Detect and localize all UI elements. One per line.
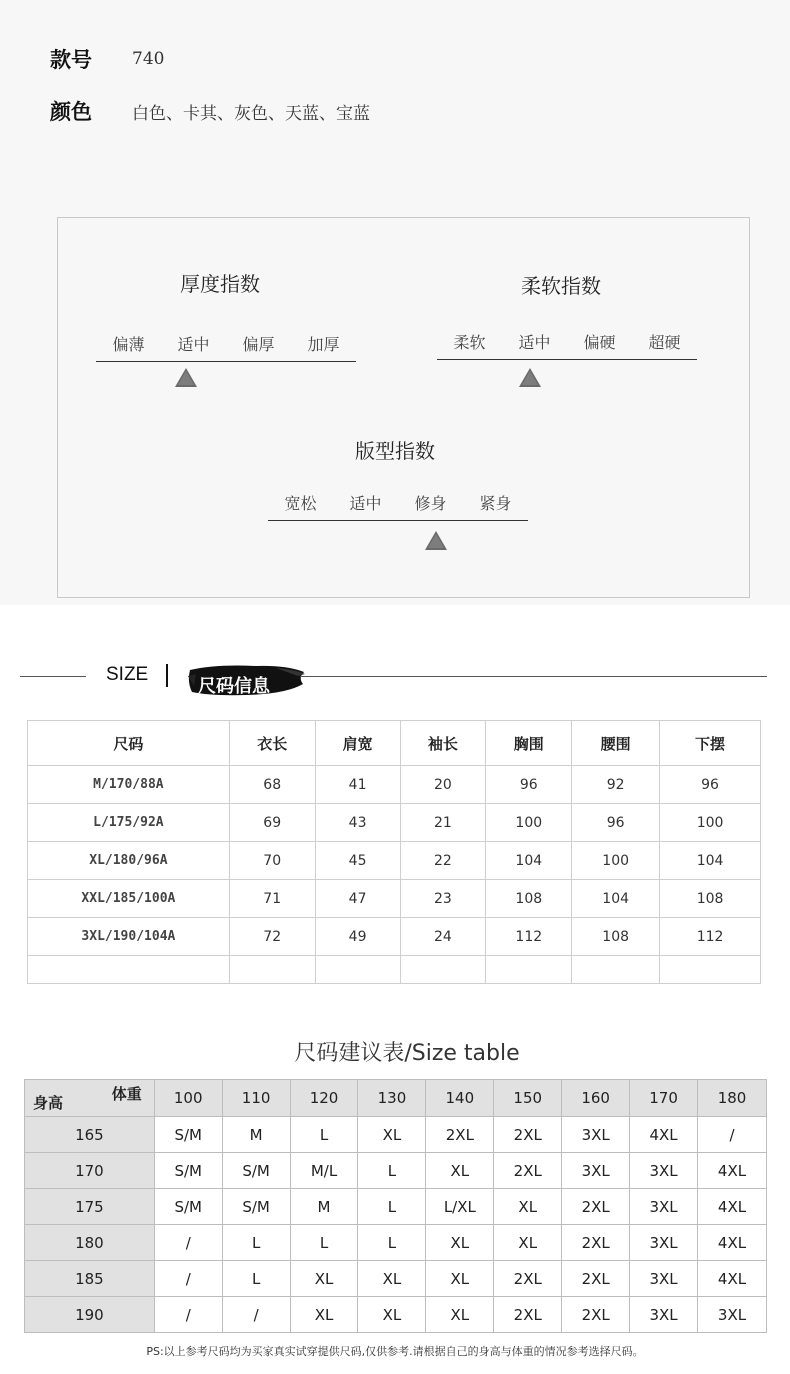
color-row <box>50 96 370 126</box>
table-row <box>28 804 761 842</box>
table-cell: 92 <box>572 766 660 804</box>
table-row <box>25 1225 767 1261</box>
size-cell: 4XL <box>698 1153 767 1189</box>
table-cell: 104 <box>486 842 572 880</box>
size-cell: 4XL <box>698 1261 767 1297</box>
table-cell <box>28 956 230 984</box>
table-header-cell: 衣长 <box>229 721 315 766</box>
table-cell: L/175/92A <box>28 804 230 842</box>
table-cell: 108 <box>572 918 660 956</box>
table-cell: 45 <box>315 842 400 880</box>
size-cell: S/M <box>222 1189 290 1225</box>
size-cell: 4XL <box>698 1189 767 1225</box>
table-header-cell: 袖长 <box>400 721 486 766</box>
weight-header: 160 <box>562 1080 630 1117</box>
size-cell: S/M <box>222 1153 290 1189</box>
table-row <box>25 1297 767 1333</box>
table-cell: 112 <box>486 918 572 956</box>
table-row <box>28 956 761 984</box>
softness-scale <box>437 330 697 360</box>
size-cell: XL <box>426 1225 494 1261</box>
table-cell: 72 <box>229 918 315 956</box>
table-cell: 68 <box>229 766 315 804</box>
thickness-indicator-icon <box>175 368 197 387</box>
table-cell: 96 <box>486 766 572 804</box>
weight-axis-label: 体重 <box>111 1085 142 1103</box>
table-cell: 96 <box>572 804 660 842</box>
size-cell: XL <box>358 1297 426 1333</box>
table-cell: 3XL/190/104A <box>28 918 230 956</box>
size-cell: S/M <box>154 1117 222 1153</box>
table-cell: 108 <box>660 880 761 918</box>
thickness-option: 偏薄 <box>112 335 145 354</box>
height-cell: 190 <box>25 1297 155 1333</box>
table-cell: 23 <box>400 880 486 918</box>
table-cell <box>660 956 761 984</box>
table-header-cell: 尺码 <box>28 721 230 766</box>
size-suggestion-table <box>24 1079 767 1333</box>
size-cell: XL <box>494 1225 562 1261</box>
table-row <box>25 1261 767 1297</box>
size-cell: 3XL <box>698 1297 767 1333</box>
table-cell: 100 <box>486 804 572 842</box>
size-cell: XL <box>358 1261 426 1297</box>
size-cell: 2XL <box>562 1261 630 1297</box>
style-number-value: 740 <box>132 49 165 69</box>
table-cell: XL/180/96A <box>28 842 230 880</box>
table-row <box>25 1189 767 1225</box>
table-cell: XXL/185/100A <box>28 880 230 918</box>
height-cell: 180 <box>25 1225 155 1261</box>
table-cell: 71 <box>229 880 315 918</box>
table-cell <box>572 956 660 984</box>
size-cell: XL <box>290 1261 358 1297</box>
size-cell: S/M <box>154 1153 222 1189</box>
table-cell: 47 <box>315 880 400 918</box>
thickness-scale <box>96 332 356 362</box>
size-cell: 4XL <box>698 1225 767 1261</box>
fit-index-title: 版型指数 <box>355 439 435 463</box>
style-number-row <box>50 44 164 74</box>
softness-option: 偏硬 <box>583 333 616 352</box>
size-table <box>27 720 761 984</box>
size-cell: / <box>154 1225 222 1261</box>
size-cell: 3XL <box>630 1189 698 1225</box>
size-cell: L/XL <box>426 1189 494 1225</box>
table-row <box>25 1153 767 1189</box>
table-cell <box>486 956 572 984</box>
size-cell: L <box>290 1117 358 1153</box>
corner-cell <box>25 1080 155 1117</box>
size-cell: XL <box>426 1261 494 1297</box>
size-cell: XL <box>494 1189 562 1225</box>
table-cell: 100 <box>660 804 761 842</box>
size-table-header <box>28 721 761 766</box>
height-cell: 165 <box>25 1117 155 1153</box>
size-cell: 3XL <box>630 1153 698 1189</box>
table-cell: 104 <box>660 842 761 880</box>
size-cell: XL <box>426 1297 494 1333</box>
product-info-panel <box>0 0 790 605</box>
table-row <box>28 842 761 880</box>
table-cell: 22 <box>400 842 486 880</box>
fit-scale <box>268 491 528 521</box>
size-cell: 4XL <box>630 1117 698 1153</box>
fabric-index-box <box>57 217 750 598</box>
size-cell: L <box>222 1261 290 1297</box>
size-cell: XL <box>426 1153 494 1189</box>
table-header-cell: 腰围 <box>572 721 660 766</box>
color-label: 颜色 <box>50 100 92 124</box>
size-cell: XL <box>358 1117 426 1153</box>
table-header-cell: 肩宽 <box>315 721 400 766</box>
size-cell: S/M <box>154 1189 222 1225</box>
size-cell: 3XL <box>630 1261 698 1297</box>
weight-header: 150 <box>494 1080 562 1117</box>
divider-line <box>300 676 767 677</box>
table-cell <box>229 956 315 984</box>
fit-option: 宽松 <box>284 494 317 513</box>
table-cell: 69 <box>229 804 315 842</box>
softness-index-title: 柔软指数 <box>521 274 601 298</box>
softness-option: 柔软 <box>453 333 486 352</box>
size-cell: L <box>358 1189 426 1225</box>
size-cell: / <box>698 1117 767 1153</box>
size-cell: L <box>358 1153 426 1189</box>
size-cell: 3XL <box>562 1117 630 1153</box>
size-cell: / <box>154 1261 222 1297</box>
table-header-cell: 胸围 <box>486 721 572 766</box>
thickness-option: 加厚 <box>307 335 340 354</box>
table-cell: 49 <box>315 918 400 956</box>
fit-option: 修身 <box>414 494 447 513</box>
table-cell: 24 <box>400 918 486 956</box>
fit-option: 适中 <box>349 494 382 513</box>
size-cell: L <box>290 1225 358 1261</box>
size-heading-word: SIZE <box>106 664 149 685</box>
table-cell <box>400 956 486 984</box>
table-row <box>25 1117 767 1153</box>
size-cell: 2XL <box>494 1297 562 1333</box>
size-cell: L <box>358 1225 426 1261</box>
size-disclaimer-note: PS:以上参考尺码均为买家真实试穿提供尺码,仅供参考.请根据自己的身高与体重的情况参考选择尺码。 <box>146 1345 644 1358</box>
size-heading-cn: 尺码信息 <box>198 676 270 697</box>
table-cell: M/170/88A <box>28 766 230 804</box>
table-cell: 108 <box>486 880 572 918</box>
thickness-index-title: 厚度指数 <box>180 272 260 296</box>
size-cell: 3XL <box>630 1225 698 1261</box>
table-cell: 43 <box>315 804 400 842</box>
fit-indicator-icon <box>425 531 447 550</box>
height-cell: 185 <box>25 1261 155 1297</box>
weight-header: 120 <box>290 1080 358 1117</box>
height-cell: 170 <box>25 1153 155 1189</box>
table-row <box>28 880 761 918</box>
height-axis-label: 身高 <box>33 1094 64 1112</box>
table-cell: 104 <box>572 880 660 918</box>
softness-option: 超硬 <box>648 333 681 352</box>
size-cell: L <box>222 1225 290 1261</box>
size-cell: / <box>154 1297 222 1333</box>
table-cell: 100 <box>572 842 660 880</box>
fit-option: 紧身 <box>479 494 512 513</box>
table-cell: 20 <box>400 766 486 804</box>
suggestion-header-row <box>25 1080 767 1117</box>
table-header-cell: 下摆 <box>660 721 761 766</box>
divider-line <box>20 676 86 677</box>
size-cell: 2XL <box>494 1117 562 1153</box>
weight-header: 110 <box>222 1080 290 1117</box>
size-cell: M/L <box>290 1153 358 1189</box>
weight-header: 100 <box>154 1080 222 1117</box>
size-cell: M <box>290 1189 358 1225</box>
size-heading-bar <box>166 664 168 687</box>
table-cell <box>315 956 400 984</box>
size-cell: 3XL <box>630 1297 698 1333</box>
size-cell: 2XL <box>562 1225 630 1261</box>
thickness-option: 偏厚 <box>242 335 275 354</box>
weight-header: 180 <box>698 1080 767 1117</box>
size-cell: 3XL <box>562 1153 630 1189</box>
softness-indicator-icon <box>519 368 541 387</box>
style-number-label: 款号 <box>50 48 92 72</box>
size-cell: XL <box>290 1297 358 1333</box>
size-cell: M <box>222 1117 290 1153</box>
color-value: 白色、卡其、灰色、天蓝、宝蓝 <box>132 103 370 124</box>
size-cell: 2XL <box>562 1297 630 1333</box>
size-suggestion-title: 尺码建议表/Size table <box>294 1041 520 1066</box>
table-cell: 41 <box>315 766 400 804</box>
table-cell: 112 <box>660 918 761 956</box>
size-cell: 2XL <box>562 1189 630 1225</box>
size-cell: / <box>222 1297 290 1333</box>
weight-header: 170 <box>630 1080 698 1117</box>
softness-option: 适中 <box>518 333 551 352</box>
weight-header: 140 <box>426 1080 494 1117</box>
table-cell: 21 <box>400 804 486 842</box>
weight-header: 130 <box>358 1080 426 1117</box>
size-cell: 2XL <box>426 1117 494 1153</box>
table-cell: 96 <box>660 766 761 804</box>
table-row <box>28 766 761 804</box>
size-cell: 2XL <box>494 1153 562 1189</box>
table-row <box>28 918 761 956</box>
size-cell: 2XL <box>494 1261 562 1297</box>
table-cell: 70 <box>229 842 315 880</box>
thickness-option: 适中 <box>177 335 210 354</box>
height-cell: 175 <box>25 1189 155 1225</box>
